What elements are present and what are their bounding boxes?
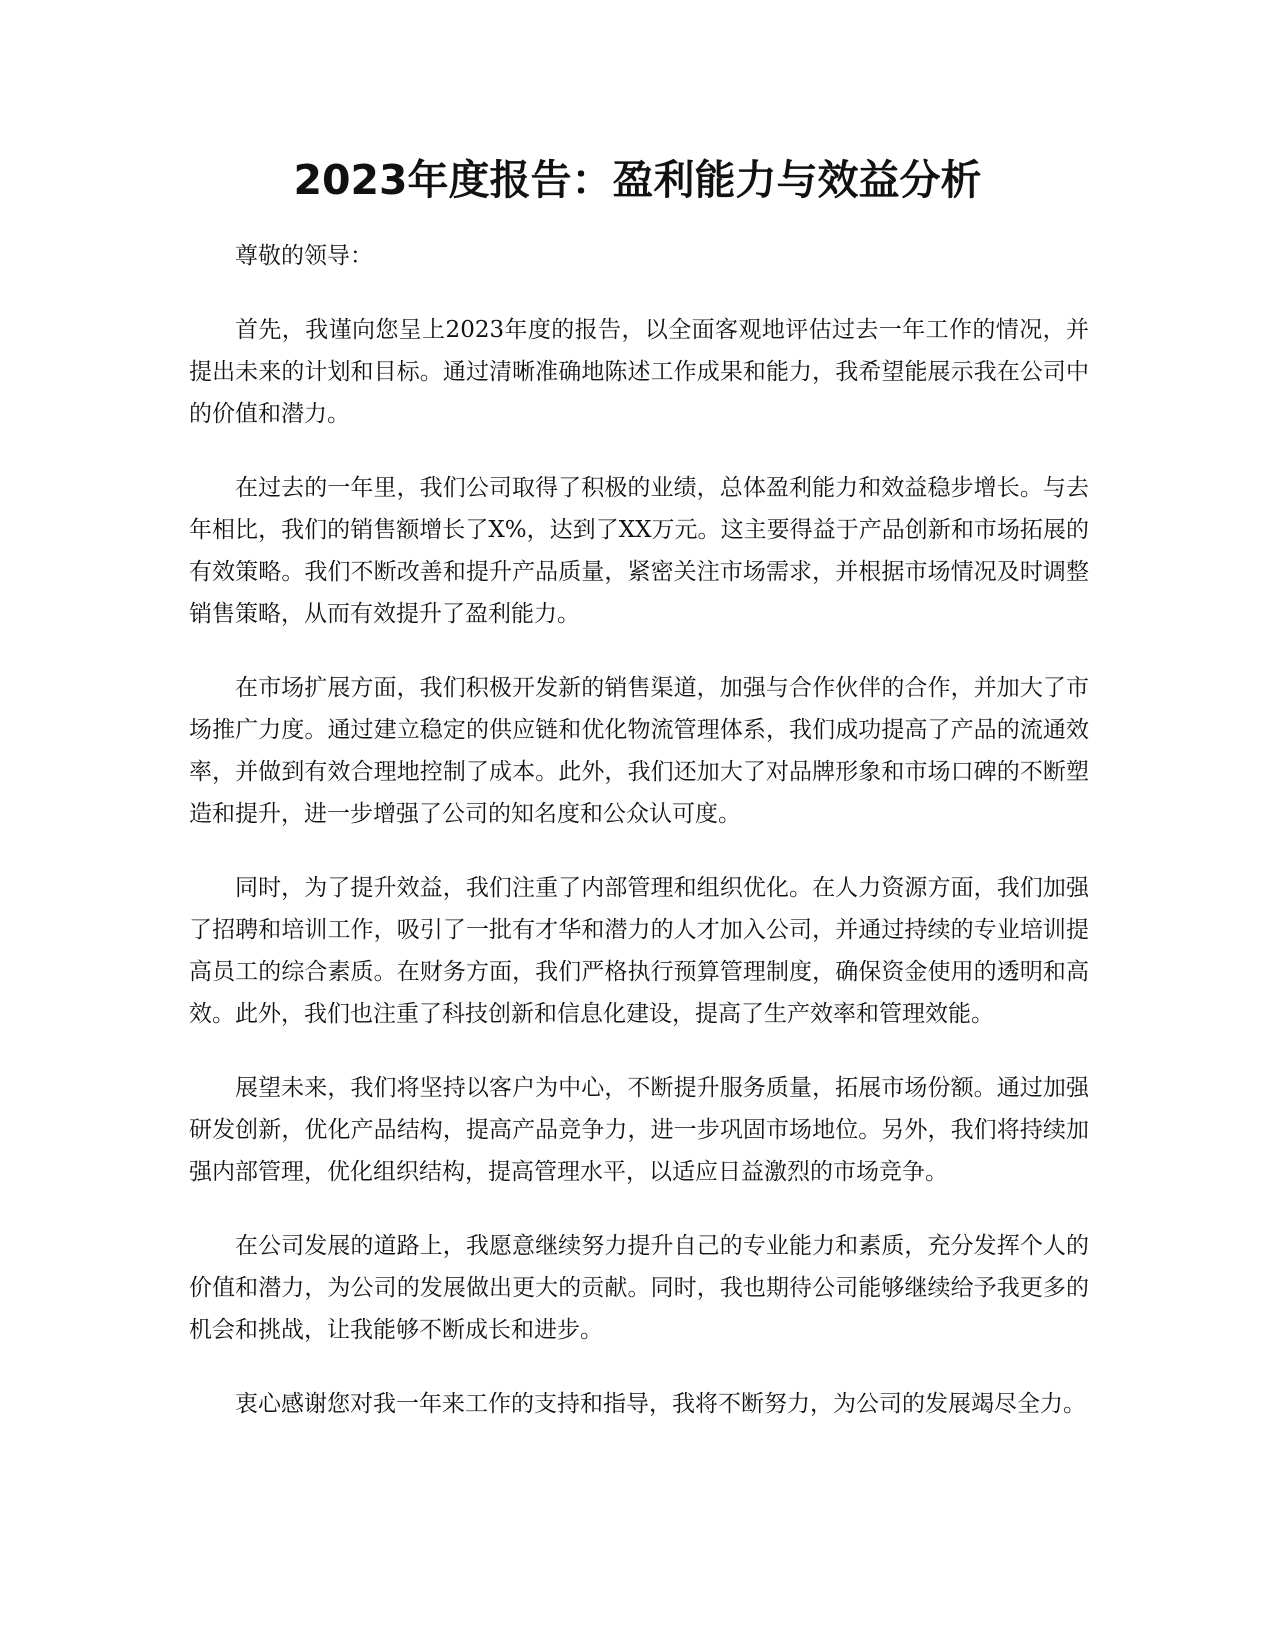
paragraph-intro: 首先，我谨向您呈上2023年度的报告，以全面客观地评估过去一年工作的情况，并提出未来的计划和目标。通过清晰准确地陈述工作成果和能力，我希望能展示我在公司中的价值和潜力。	[189, 317, 1089, 427]
paragraph-internal-management: 同时，为了提升效益，我们注重了内部管理和组织优化。在人力资源方面，我们加强了招聘和培训工作，吸引了一批有才华和潜力的人才加入公司，并通过持续的专业培训提高员工的综合素质。在财务方面，我们严格执行预算管理制度，确保资金使用的透明和高效。此外，我们也注重了科技创新和信息化建设，提高了生产效率和管理效能。	[189, 875, 1089, 1027]
paragraph-outlook: 展望未来，我们将坚持以客户为中心，不断提升服务质量，拓展市场份额。通过加强研发创新，优化产品结构，提高产品竞争力，进一步巩固市场地位。另外，我们将持续加强内部管理，优化组织结构，提高管理水平，以适应日益激烈的市场竞争。	[189, 1075, 1089, 1185]
document-body	[189, 235, 1089, 1457]
paragraph-personal-commitment: 在公司发展的道路上，我愿意继续努力提升自己的专业能力和素质，充分发挥个人的价值和潜力，为公司的发展做出更大的贡献。同时，我也期待公司能够继续给予我更多的机会和挑战，让我能够不断成长和进步。	[189, 1233, 1089, 1343]
salutation: 尊敬的领导：	[235, 243, 373, 269]
paragraph-market-expansion: 在市场扩展方面，我们积极开发新的销售渠道，加强与合作伙伴的合作，并加大了市场推广力度。通过建立稳定的供应链和优化物流管理体系，我们成功提高了产品的流通效率，并做到有效合理地控制了成本。此外，我们还加大了对品牌形象和市场口碑的不断塑造和提升，进一步增强了公司的知名度和公众认可度。	[189, 675, 1089, 827]
paragraph-closing: 衷心感谢您对我一年来工作的支持和指导，我将不断努力，为公司的发展竭尽全力。	[235, 1391, 1086, 1417]
document-title: 2023年度报告：盈利能力与效益分析	[293, 156, 982, 204]
paragraph-performance: 在过去的一年里，我们公司取得了积极的业绩，总体盈利能力和效益稳步增长。与去年相比，我们的销售额增长了X%，达到了XX万元。这主要得益于产品创新和市场拓展的有效策略。我们不断改善和提升产品质量，紧密关注市场需求，并根据市场情况及时调整销售策略，从而有效提升了盈利能力。	[189, 475, 1089, 627]
